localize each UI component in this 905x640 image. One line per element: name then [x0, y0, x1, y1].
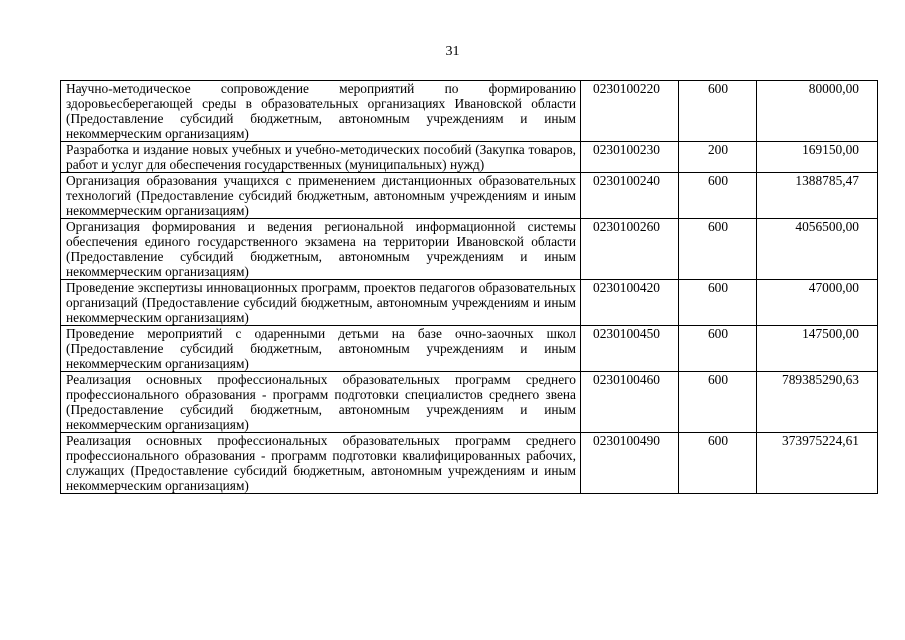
row-description: Научно-методическое сопровождение мероприятий по формированию здоровьесберегающей среды в образовательных организациях Ивановской области (Предоставление субсидий бюджетным, автономным учреждениям и иным некоммерческим организациям) [61, 81, 581, 142]
expense-type-code: 600 [679, 219, 757, 280]
table-row [61, 219, 878, 280]
target-article-code: 0230100490 [581, 433, 679, 494]
table-row [61, 173, 878, 219]
target-article-code: 0230100260 [581, 219, 679, 280]
row-description: Организация образования учащихся с применением дистанционных образовательных технологий (Предоставление субсидий бюджетным, автономным учреждениям и иным некоммерческим организациям) [61, 173, 581, 219]
expense-type-code: 600 [679, 433, 757, 494]
page-number: 31 [445, 44, 460, 59]
target-article-code: 0230100240 [581, 173, 679, 219]
row-description: Проведение мероприятий с одаренными детьми на базе очно-заочных школ (Предоставление субсидий бюджетным, автономным учреждениям и иным некоммерческим организациям) [61, 326, 581, 372]
amount-value: 373975224,61 [757, 433, 878, 494]
expense-type-code: 600 [679, 81, 757, 142]
target-article-code: 0230100460 [581, 372, 679, 433]
table-row [61, 326, 878, 372]
table-row [61, 433, 878, 494]
expense-type-code: 600 [679, 173, 757, 219]
table-row [61, 142, 878, 173]
row-description: Проведение экспертизы инновационных программ, проектов педагогов образовательных организаций (Предоставление субсидий бюджетным, автономным учреждениям и иным некоммерческим организациям) [61, 280, 581, 326]
amount-value: 147500,00 [757, 326, 878, 372]
target-article-code: 0230100220 [581, 81, 679, 142]
expense-type-code: 200 [679, 142, 757, 173]
amount-value: 47000,00 [757, 280, 878, 326]
table-row [61, 280, 878, 326]
expense-type-code: 600 [679, 372, 757, 433]
table-row [61, 81, 878, 142]
row-description: Реализация основных профессиональных образовательных программ среднего профессионального образования - программ подготовки специалистов среднего звена (Предоставление субсидий бюджетным, автономным учреждениям и иным некоммерческим организациям) [61, 372, 581, 433]
row-description: Реализация основных профессиональных образовательных программ среднего профессионального образования - программ подготовки квалифицированных рабочих, служащих (Предоставление субсидий бюджетным, автономным учреждениям и иным некоммерческим организациям) [61, 433, 581, 494]
expense-type-code: 600 [679, 326, 757, 372]
budget-table [60, 80, 878, 494]
target-article-code: 0230100420 [581, 280, 679, 326]
row-description: Организация формирования и ведения региональной информационной системы обеспечения единого государственного экзамена на территории Ивановской области (Предоставление субсидий бюджетным, автономным учреждениям и иным некоммерческим организациям) [61, 219, 581, 280]
target-article-code: 0230100230 [581, 142, 679, 173]
amount-value: 789385290,63 [757, 372, 878, 433]
table-row [61, 372, 878, 433]
amount-value: 169150,00 [757, 142, 878, 173]
amount-value: 1388785,47 [757, 173, 878, 219]
target-article-code: 0230100450 [581, 326, 679, 372]
amount-value: 4056500,00 [757, 219, 878, 280]
row-description: Разработка и издание новых учебных и учебно-методических пособий (Закупка товаров, работ и услуг для обеспечения государственных (муниципальных) нужд) [61, 142, 581, 173]
amount-value: 80000,00 [757, 81, 878, 142]
expense-type-code: 600 [679, 280, 757, 326]
